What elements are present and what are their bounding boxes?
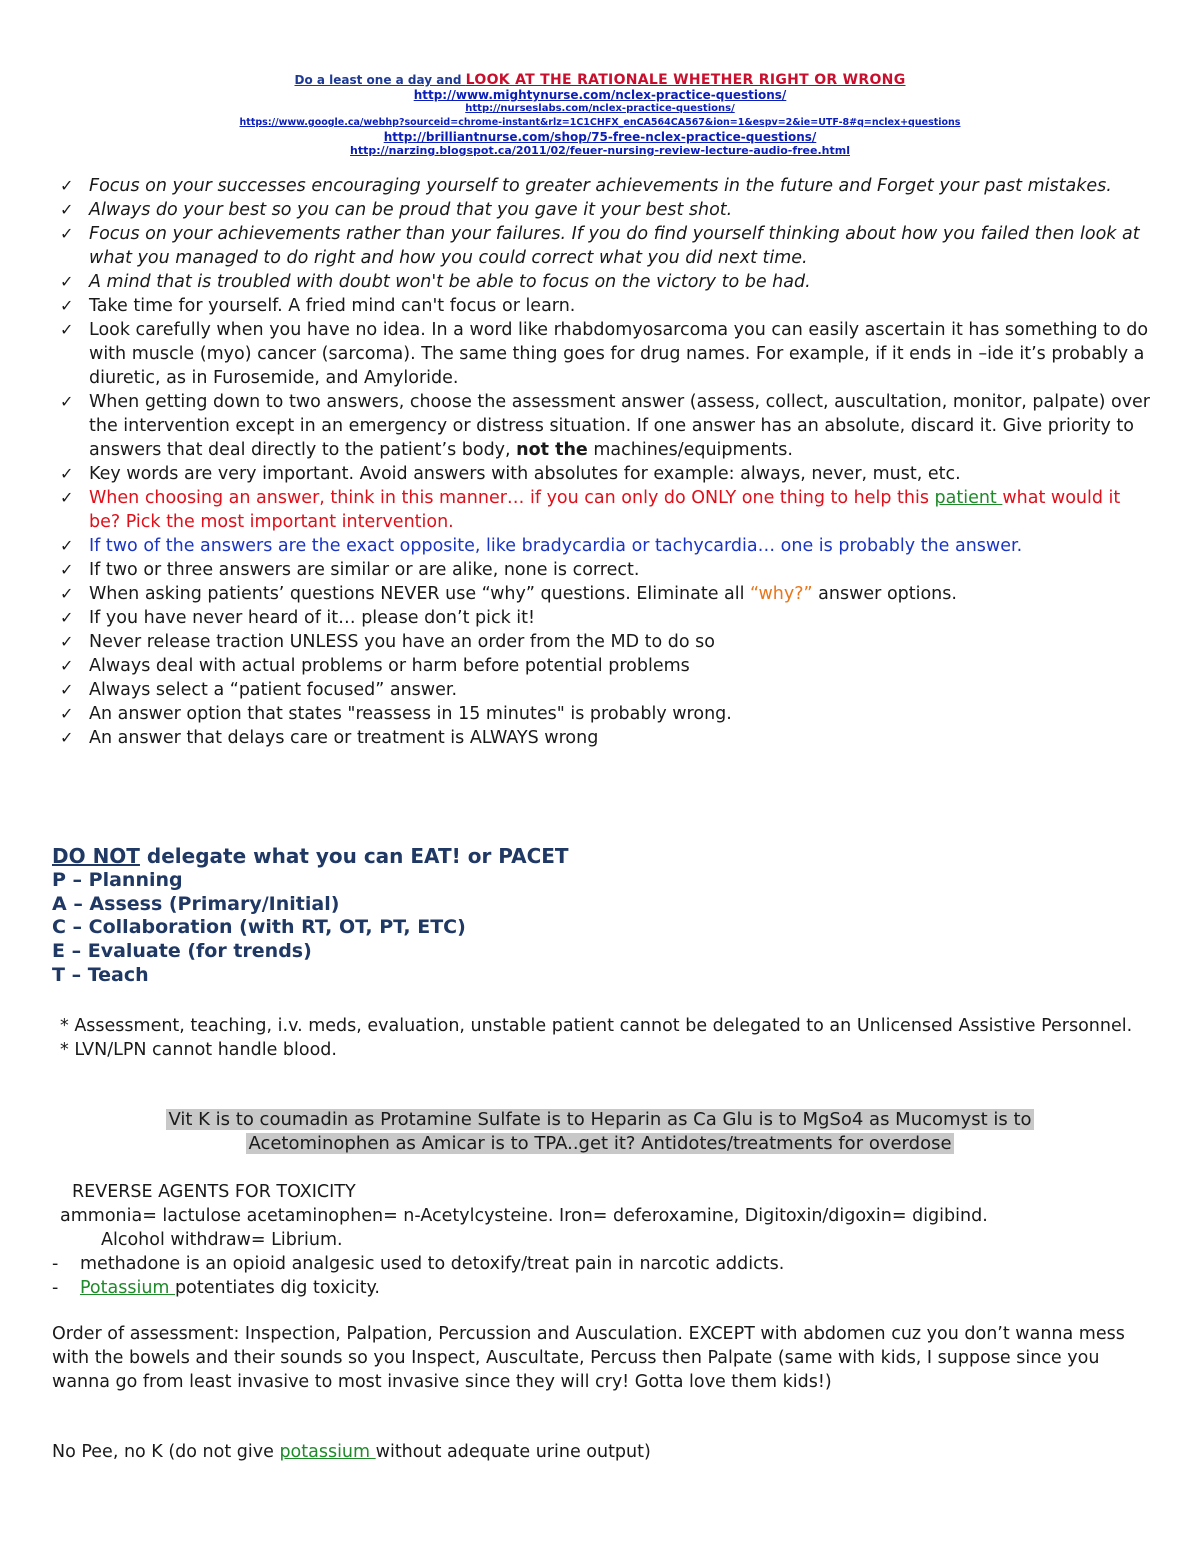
checkmark-icon: ✓ (60, 608, 74, 627)
link-narzing-blog[interactable]: http://narzing.blogspot.ca/2011/02/feuer-nursing-review-lecture-audio-free.html (350, 144, 850, 157)
checkmark-icon: ✓ (60, 536, 74, 555)
checkmark-icon: ✓ (60, 320, 74, 339)
pacet-item-teach: T – Teach (52, 963, 149, 986)
checkmark-icon: ✓ (60, 656, 74, 675)
checkmark-icon: ✓ (60, 632, 74, 651)
link-mightynurse[interactable]: http://www.mightynurse.com/nclex-practice-questions/ (413, 88, 787, 102)
list-item (52, 1276, 1132, 1300)
tip-text: If two of the answers are the exact opposite, like bradycardia or tachycardia… one is probably the answer. (89, 536, 1023, 556)
urine-output-text: without adequate urine output) (375, 1442, 651, 1462)
do-not-text: DO NOT (52, 844, 140, 868)
list-item (60, 726, 1150, 750)
pacet-item-evaluate: E – Evaluate (for trends) (52, 940, 312, 963)
checkmark-icon: ✓ (60, 200, 74, 219)
intro-line (0, 72, 1200, 88)
why-highlight: “why?” (750, 584, 813, 604)
link-brilliantnurse[interactable]: http://brilliantnurse.com/shop/75-free-nclex-practice-questions/ (383, 130, 817, 144)
note-assessment: * Assessment, teaching, i.v. meds, evaluation, unstable patient cannot be delegated to an Unlicensed Assistive Personnel. (60, 1016, 1133, 1036)
list-item (60, 558, 1150, 582)
checkmark-icon: ✓ (60, 728, 74, 747)
tip-text: machines/equipments. (587, 440, 793, 460)
dig-toxicity-text: potentiates dig toxicity. (175, 1278, 380, 1298)
note-lvn-lpn: * LVN/LPN cannot handle blood. (60, 1040, 337, 1060)
tip-text: If two or three answers are similar or are alike, none is correct. (89, 560, 640, 580)
tip-text: Look carefully when you have no idea. In a word like rhabdomyosarcoma you can easily ascertain it has something to do with muscle (myo) cancer (sarcoma). The same thing goes for drug names. For example, if it ends in –ide it’s probably a diuretic, as in Furosemide, and Amyloride. (89, 320, 1149, 388)
pacet-item-planning: P – Planning (52, 869, 183, 891)
tip-text: An answer option that states "reassess in 15 minutes" is probably wrong. (89, 704, 732, 724)
link-google-search[interactable]: https://www.google.ca/webhp?sourceid=chrome-instant&rlz=1C1CHFX_enCA564CA567&ion=1&espv=2&ie=UTF-8#q=nclex+questions (239, 117, 961, 128)
tip-text: Focus on your successes encouraging yourself to greater achievements in the future and Forget your past mistakes. (89, 176, 1112, 196)
checkmark-icon: ✓ (60, 392, 74, 411)
checkmark-icon: ✓ (60, 584, 74, 603)
list-item (60, 270, 1150, 294)
tip-bold-text: not the (516, 440, 588, 460)
list-item (60, 198, 1150, 222)
tip-text: When asking patients’ questions NEVER use “why” questions. Eliminate all (89, 584, 751, 604)
list-item (60, 534, 1150, 558)
no-pee-text: No Pee, no K (do not give (52, 1442, 280, 1462)
checkmark-icon: ✓ (60, 488, 74, 507)
antidote-line-1: Vit K is to coumadin as Protamine Sulfate is to Heparin as Ca Glu is to MgSo4 as Mucomyst is to (168, 1109, 1032, 1130)
list-item (60, 582, 1150, 606)
tip-text: Focus on your achievements rather than your failures. If you do find yourself thinking about how you failed then look at what you managed to do right and how you could correct what you did next time. (89, 224, 1140, 268)
pacet-section (52, 843, 569, 988)
potassium-link-text: Potassium (80, 1278, 176, 1298)
tip-text: When choosing an answer, think in this manner… if you can only do ONLY one thing to help this (89, 488, 935, 508)
list-item (60, 678, 1150, 702)
tip-text: Always deal with actual problems or harm before potential problems (89, 656, 690, 676)
tip-text: Always do your best so you can be proud that you gave it your best shot. (89, 200, 733, 220)
patient-link-text: patient (934, 488, 1003, 508)
tip-text: Always select a “patient focused” answer. (89, 680, 458, 700)
tip-text: Take time for yourself. A fried mind can't focus or learn. (89, 296, 576, 316)
list-item (60, 390, 1150, 462)
methadone-text: methadone is an opioid analgesic used to detoxify/treat pain in narcotic addicts. (80, 1254, 785, 1274)
dash-bullet: - (52, 1278, 59, 1298)
link-nurseslabs[interactable]: http://nurseslabs.com/nclex-practice-questions/ (465, 103, 735, 114)
checkmark-icon: ✓ (60, 680, 74, 699)
list-item (60, 606, 1150, 630)
checkmark-icon: ✓ (60, 464, 74, 483)
reverse-agents-line: ammonia= lactulose acetaminophen= n-Acetylcysteine. Iron= deferoxamine, Digitoxin/digoxin= digibind. (60, 1206, 988, 1226)
list-item (60, 462, 1150, 486)
list-item (60, 630, 1150, 654)
order-of-assessment: Order of assessment: Inspection, Palpation, Percussion and Ausculation. EXCEPT with abdomen cuz you don’t wanna mess with the bowels and their sounds so you Inspect, Auscultate, Percuss then Palpate (same with kids, I suppose since you wanna go from least invasive to most invasive since they will cry! Gotta love them kids!) (52, 1324, 1125, 1392)
header-links (0, 72, 1200, 158)
tip-text: Key words are very important. Avoid answers with absolutes for example: always, never, must, etc. (89, 464, 961, 484)
pacet-title-text: delegate what you can EAT! or PACET (139, 844, 569, 868)
intro-text: Do a least one a day and (294, 73, 466, 87)
tip-text: If you have never heard of it… please don’t pick it! (89, 608, 536, 628)
alcohol-withdraw-line: Alcohol withdraw= Librium. (101, 1230, 343, 1250)
list-item (60, 174, 1150, 198)
pacet-item-collaboration: C – Collaboration (with RT, OT, PT, ETC) (52, 916, 466, 939)
checkmark-icon: ✓ (60, 560, 74, 579)
pacet-title (52, 843, 569, 869)
tip-text: answer options. (812, 584, 957, 604)
list-item (60, 702, 1150, 726)
list-item (60, 318, 1150, 390)
antidote-line-2: Acetominophen as Amicar is to TPA..get it? Antidotes/treatments for overdose (248, 1133, 952, 1154)
reverse-agents-heading: REVERSE AGENTS FOR TOXICITY (72, 1182, 356, 1202)
tip-text: what would it be? Pick the most important intervention. (89, 488, 1121, 532)
pacet-item-assess: A – Assess (Primary/Initial) (52, 892, 340, 915)
tip-text: A mind that is troubled with doubt won't be able to focus on the victory to be had. (89, 272, 811, 292)
tip-text: An answer that delays care or treatment is ALWAYS wrong (89, 728, 599, 748)
checkmark-icon: ✓ (60, 704, 74, 723)
list-item (60, 486, 1150, 534)
tip-text: When getting down to two answers, choose the assessment answer (assess, collect, auscultation, monitor, palpate) over the intervention except in an emergency or distress situation. If one answer has an absolute, discard it. Give priority to answers that deal directly to the patient’s body, (89, 392, 1151, 460)
checkmark-icon: ✓ (60, 224, 74, 243)
delegation-notes (60, 1014, 1140, 1062)
antidote-highlight (0, 1108, 1200, 1156)
checkmark-icon: ✓ (60, 272, 74, 291)
checkmark-icon: ✓ (60, 176, 74, 195)
tips-list (60, 174, 1150, 750)
list-item (60, 294, 1150, 318)
checkmark-icon: ✓ (60, 296, 74, 315)
list-item (60, 654, 1150, 678)
rationale-emphasis: LOOK AT THE RATIONALE WHETHER RIGHT OR WRONG (465, 72, 906, 88)
reverse-agents-section (52, 1180, 1140, 1300)
no-pee-no-k (52, 1440, 651, 1464)
dash-bullet: - (52, 1254, 59, 1274)
list-item (52, 1252, 1132, 1276)
list-item (60, 222, 1150, 270)
potassium-link-text: potassium (279, 1442, 376, 1462)
tip-text: Never release traction UNLESS you have an order from the MD to do so (89, 632, 715, 652)
